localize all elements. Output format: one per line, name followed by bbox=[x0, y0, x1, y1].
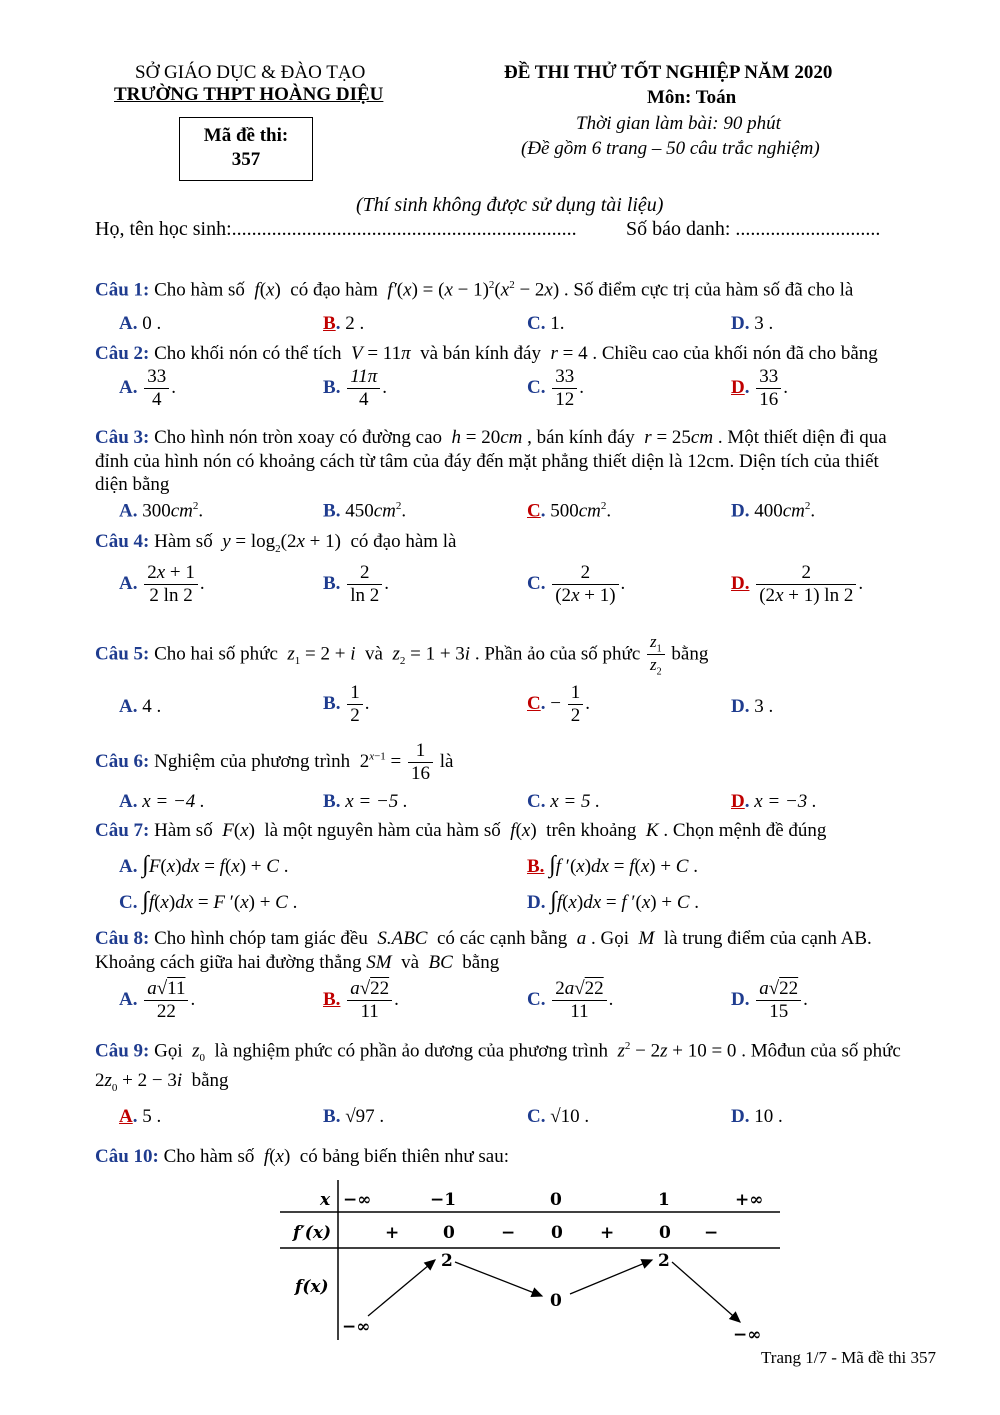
f-value-1: −∞ bbox=[342, 1317, 371, 1337]
student-name-field: Họ, tên học sinh:..................................................................... bbox=[95, 218, 577, 240]
arrow-down-2 bbox=[672, 1262, 740, 1322]
sign-6: 0 bbox=[659, 1223, 671, 1243]
sign-1: + bbox=[385, 1223, 400, 1243]
pages-note: (Đề gồm 6 trang – 50 câu trắc nghiệm) bbox=[521, 138, 820, 159]
sign-4: 0 bbox=[551, 1223, 563, 1243]
arrow-up-1 bbox=[368, 1260, 435, 1316]
no-documents-note: (Thí sinh không được sử dụng tài liệu) bbox=[356, 194, 664, 216]
q6-option-a[interactable]: A. x = −4 . bbox=[119, 791, 205, 812]
q4-option-c[interactable]: C. $\frac{2}{(2x + 1)}$ . bbox=[527, 562, 626, 606]
q2-option-a[interactable]: A. $\frac{33}{4}$ . bbox=[119, 366, 176, 410]
subject: Môn: Toán bbox=[647, 87, 737, 108]
q4-option-b[interactable]: B. $\frac{2}{\ln 2}$ . bbox=[323, 562, 389, 606]
question-5: Câu 5: Cho hai số phức $z_1 = 2 + i$ và $z_2 = 1 + 3i$ . Phần ảo của số phức $\frac{z_1}{z_2}$ bằng bbox=[95, 632, 709, 678]
q8-option-d[interactable]: D. $\frac{a√22}{15}$ . bbox=[731, 978, 808, 1022]
question-8-line-2: Khoảng cách giữa hai đường thẳng SM và BC bằng bbox=[95, 952, 500, 973]
row-label-x: x bbox=[320, 1190, 331, 1210]
q5-option-b[interactable]: B. $\frac{1}{2}$ . bbox=[323, 682, 370, 726]
exam-code-box bbox=[179, 117, 313, 181]
q6-option-b[interactable]: B. x = −5 . bbox=[323, 791, 408, 812]
sign-2: 0 bbox=[443, 1223, 455, 1243]
q6-option-d[interactable]: D. x = −3 . bbox=[731, 791, 817, 812]
f-value-5: −∞ bbox=[733, 1325, 762, 1345]
q4-option-a[interactable]: A. $\frac{2x + 1}{2 \ln 2}$ . bbox=[119, 562, 205, 606]
q9-option-c[interactable]: C. √10 . bbox=[527, 1106, 590, 1127]
question-9: Câu 9: Gọi $z_0$ là nghiệm phức có phần ảo dương của phương trình $z^2 - 2z + 10 = 0$ . Môđun của số phức bbox=[95, 1040, 901, 1065]
q8-option-c[interactable]: C. $\frac{2a√22}{11}$ . bbox=[527, 978, 614, 1022]
q1-option-a[interactable]: A. 0 . bbox=[119, 313, 162, 334]
exam-title: ĐỀ THI THỬ TỐT NGHIỆP NĂM 2020 bbox=[504, 62, 833, 83]
school-name: TRƯỜNG THPT HOÀNG DIỆU bbox=[114, 84, 384, 105]
question-3-line-2: đỉnh của hình nón có khoảng cách từ tâm của đáy đến mặt phẳng thiết diện là 12cm. Diện tích của thiết bbox=[95, 451, 879, 472]
question-9-line-2: $2z_0 + 2 - 3i$ bằng bbox=[95, 1070, 229, 1094]
q3-option-c[interactable]: C. $500cm^2$. bbox=[527, 500, 612, 522]
q2-option-d[interactable]: D. $\frac{33}{16}$ . bbox=[731, 366, 788, 410]
q3-option-a[interactable]: A. $300cm^2$. bbox=[119, 500, 204, 522]
q1-option-b[interactable]: B. 2 . bbox=[323, 313, 365, 334]
x-value-5: +∞ bbox=[735, 1190, 764, 1210]
question-1: Câu 1: Cho hàm số f(x) có đạo hàm $f'(x) = (x - 1)^2(x^2 - 2x)$ . Số điểm cực trị của hàm số đã cho là bbox=[95, 279, 854, 301]
code-value: 357 bbox=[231, 149, 261, 170]
q9-option-b[interactable]: B. √97 . bbox=[323, 1106, 385, 1127]
x-value-1: −∞ bbox=[343, 1190, 372, 1210]
q9-option-a[interactable]: A. 5 . bbox=[119, 1106, 162, 1127]
f-value-2: 2 bbox=[441, 1251, 453, 1271]
q9-option-d[interactable]: D. 10 . bbox=[731, 1106, 783, 1127]
q7-option-a[interactable]: A. ∫F(x)dx = f(x) + C . bbox=[119, 852, 289, 878]
q4-option-d[interactable]: D. $\frac{2}{(2x + 1) \ln 2}$ . bbox=[731, 562, 864, 606]
f-value-3: 0 bbox=[550, 1291, 562, 1311]
x-value-3: 0 bbox=[550, 1190, 562, 1210]
q2-option-c[interactable]: C. $\frac{33}{12}$ . bbox=[527, 366, 584, 410]
sign-7: − bbox=[704, 1223, 719, 1243]
f-value-4: 2 bbox=[658, 1251, 670, 1271]
q7-option-b[interactable]: B. ∫f ′(x)dx = f(x) + C . bbox=[527, 852, 698, 878]
arrow-up-2 bbox=[570, 1260, 652, 1294]
row-label-f: f(x) bbox=[295, 1277, 329, 1297]
q5-option-c[interactable]: C. − $\frac{1}{2}$ . bbox=[527, 682, 590, 726]
q1-option-c[interactable]: C. 1. bbox=[527, 313, 565, 334]
x-value-4: 1 bbox=[658, 1190, 670, 1210]
student-id-field: Số báo danh: ............................. bbox=[626, 218, 881, 240]
arrow-down-1 bbox=[455, 1262, 542, 1296]
duration: Thời gian làm bài: 90 phút bbox=[576, 113, 781, 134]
q8-option-a[interactable]: A. $\frac{a√11}{22}$ . bbox=[119, 978, 196, 1022]
sign-5: + bbox=[600, 1223, 615, 1243]
q3-option-b[interactable]: B. $450cm^2$. bbox=[323, 500, 407, 522]
variation-table bbox=[280, 1180, 800, 1345]
question-3: Câu 3: Cho hình nón tròn xoay có đường cao h = 20cm , bán kính đáy r = 25cm . Một thiết diện đi qua bbox=[95, 427, 887, 448]
question-4: Câu 4: Hàm số $y = \log_2(2x + 1)$ có đạo hàm là bbox=[95, 531, 457, 555]
q3-option-d[interactable]: D. $400cm^2$. bbox=[731, 500, 816, 522]
q5-option-d[interactable]: D. 3 . bbox=[731, 696, 774, 717]
q1-option-d[interactable]: D. 3 . bbox=[731, 313, 774, 334]
question-7: Câu 7: Hàm số F(x) là một nguyên hàm của hàm số f(x) trên khoảng K . Chọn mệnh đề đúng bbox=[95, 820, 827, 841]
row-label-fprime: f′(x) bbox=[293, 1223, 332, 1243]
q7-option-d[interactable]: D. ∫f(x)dx = f ′(x) + C . bbox=[527, 888, 700, 914]
page-footer: Trang 1/7 - Mã đề thi 357 bbox=[761, 1348, 937, 1367]
sign-3: − bbox=[501, 1223, 516, 1243]
code-label: Mã đề thi: bbox=[203, 125, 289, 146]
q8-option-b[interactable]: B. $\frac{a√22}{11}$ . bbox=[323, 978, 399, 1022]
question-8: Câu 8: Cho hình chóp tam giác đều S.ABC có các cạnh bằng a . Gọi M là trung điểm của cạnh AB. bbox=[95, 928, 872, 949]
q6-option-c[interactable]: C. x = 5 . bbox=[527, 791, 600, 812]
question-6: Câu 6: Nghiệm của phương trình $2^{x-1}$ = $\frac{1}{16}$ là bbox=[95, 740, 454, 784]
q2-option-b[interactable]: B. $\frac{11\pi}{4}$ . bbox=[323, 366, 388, 410]
x-value-2: −1 bbox=[430, 1190, 457, 1210]
q7-option-c[interactable]: C. ∫f(x)dx = F ′(x) + C . bbox=[119, 888, 298, 914]
department: SỞ GIÁO DỤC & ĐÀO TẠO bbox=[135, 62, 366, 83]
q5-option-a[interactable]: A. 4 . bbox=[119, 696, 162, 717]
question-3-line-3: diện bằng bbox=[95, 474, 170, 495]
question-10: Câu 10: Cho hàm số f(x) có bảng biến thiên như sau: bbox=[95, 1146, 510, 1167]
question-2: Câu 2: Cho khối nón có thể tích V = 11π và bán kính đáy r = 4 . Chiều cao của khối nón đã cho bằng bbox=[95, 343, 878, 364]
